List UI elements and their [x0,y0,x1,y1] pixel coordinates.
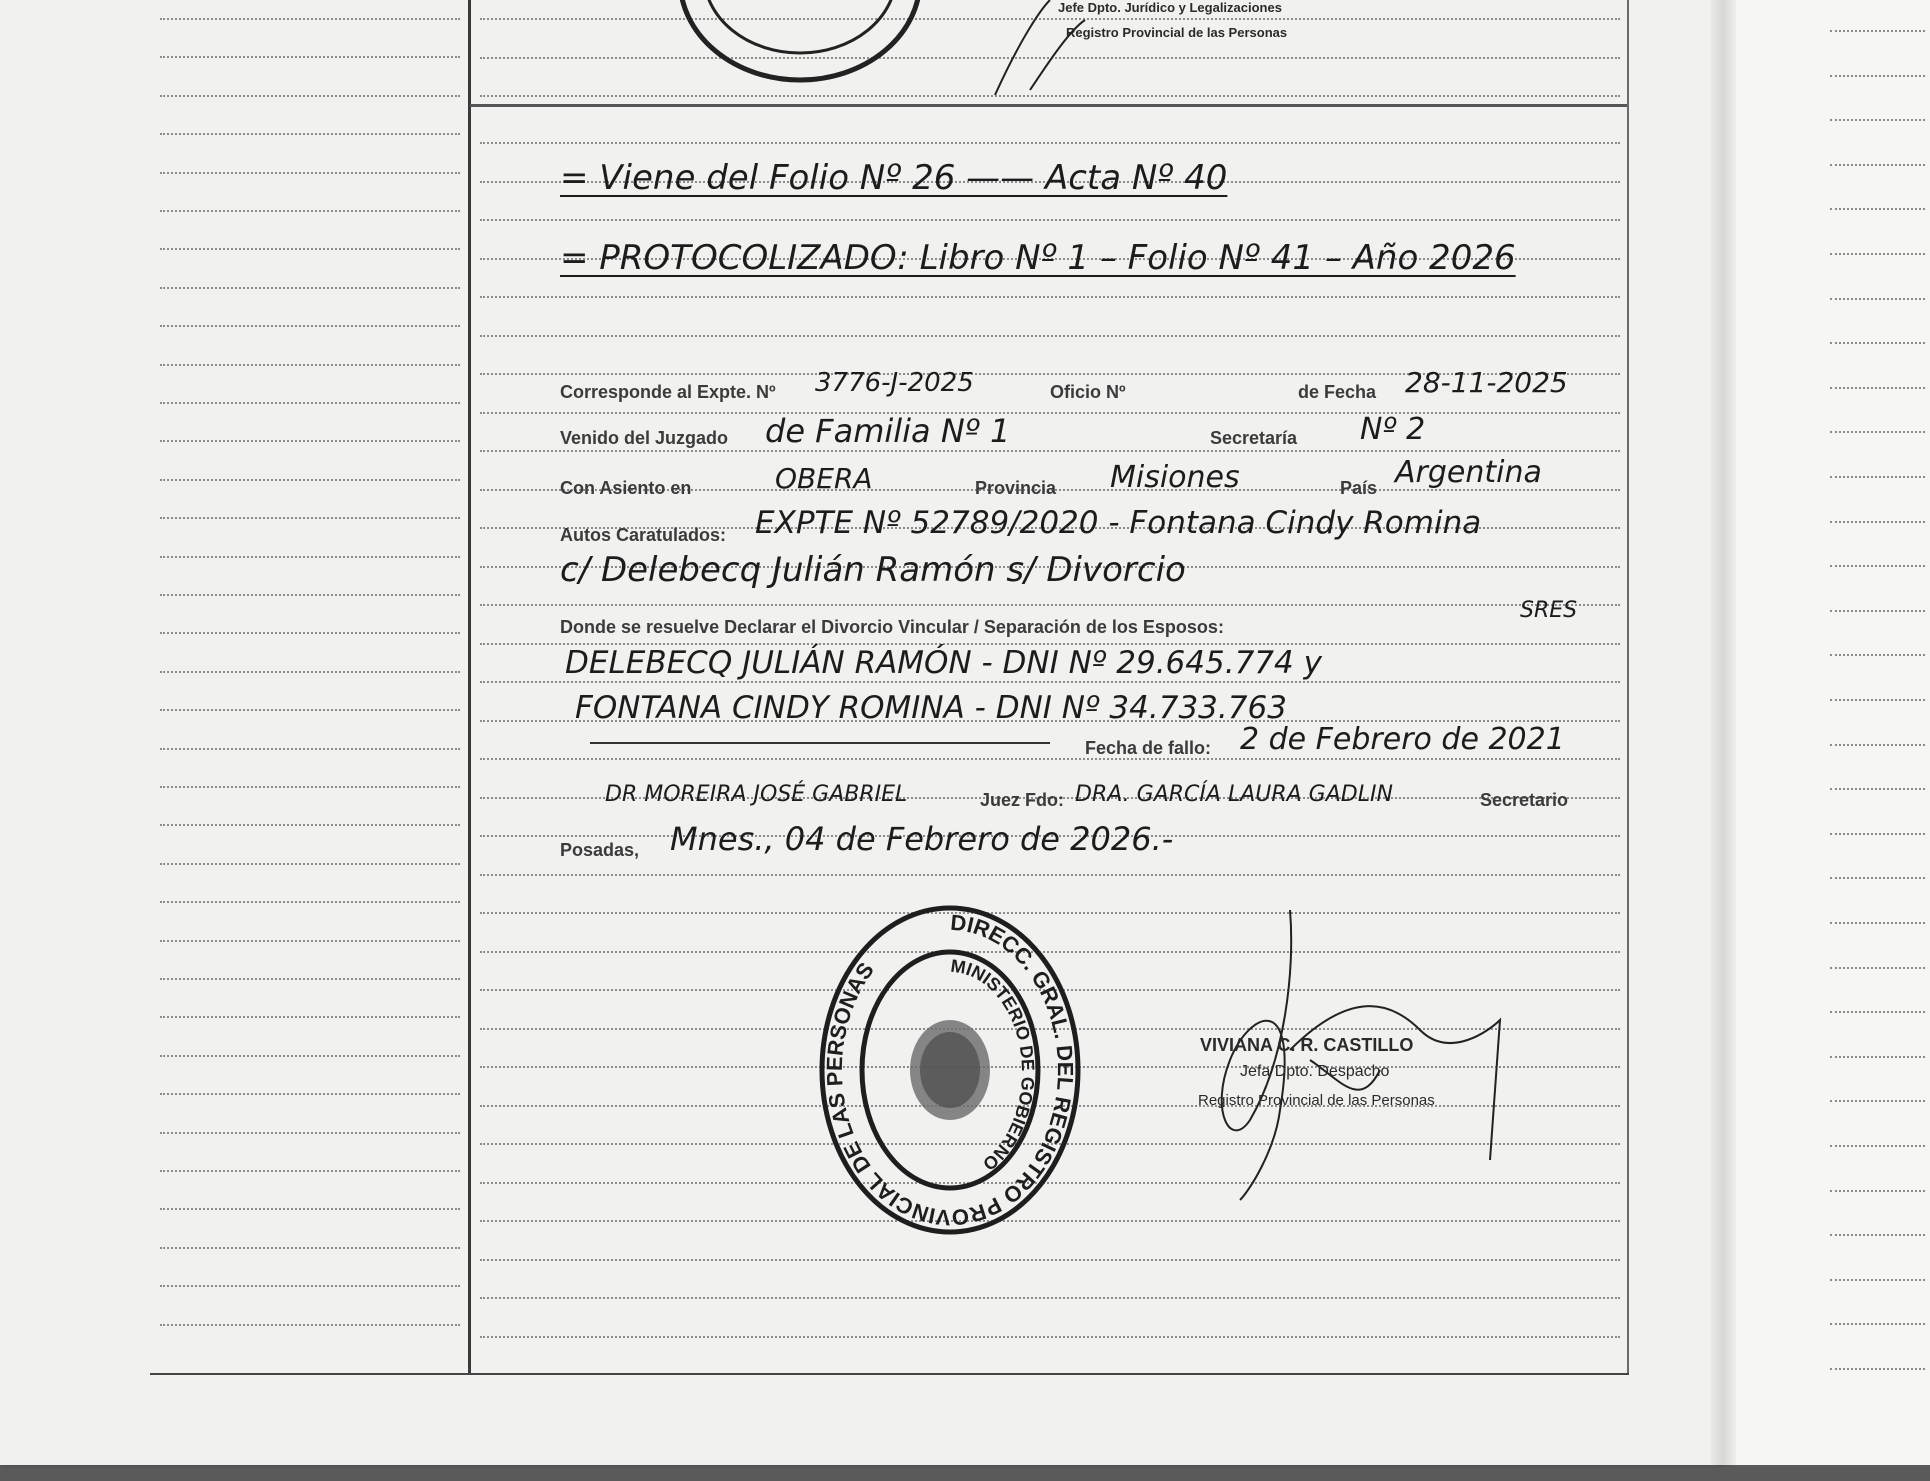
right-page-ruled-line [1830,1056,1925,1058]
margin-ruled-line [160,18,460,20]
margin-ruled-line [160,863,460,865]
right-page-ruled-line [1830,30,1925,32]
top-stamp-line1: Jefe Dpto. Jurídico y Legalizaciones [1058,0,1282,15]
right-page-ruled-line [1830,342,1925,344]
margin-ruled-line [160,479,460,481]
margin-ruled-line [160,594,460,596]
right-page-ruled-line [1830,1323,1925,1325]
autos-value-2: c/ Delebecq Julián Ramón s/ Divorcio [560,550,1186,590]
right-page-ruled-line [1830,922,1925,924]
body-ruled-line [480,604,1620,606]
margin-ruled-line [160,940,460,942]
margin-ruled-line [160,1016,460,1018]
body-ruled-line [480,335,1620,337]
margin-ruled-line [160,517,460,519]
right-page-ruled-line [1830,119,1925,121]
margin-ruled-line [160,1247,460,1249]
right-page-ruled-line [1830,788,1925,790]
autos-value-1: EXPTE Nº 52789/2020 - Fontana Cindy Romina [755,505,1482,541]
provincia-label: Provincia [975,478,1057,498]
margin-ruled-line [160,56,460,58]
margin-ruled-line [160,671,460,673]
registro-seal-icon [815,900,1085,1240]
right-page-ruled-line [1830,565,1925,567]
section-divider [470,104,1627,107]
margin-ruled-line [160,709,460,711]
castillo-role: Jefa Dpto. Despacho [1240,1063,1390,1080]
margin-ruled-line [160,556,460,558]
right-page-ruled-line [1830,1011,1925,1013]
body-ruled-line [480,1259,1620,1261]
margin-ruled-line [160,978,460,980]
body-ruled-line [480,219,1620,221]
right-page-ruled-line [1830,476,1925,478]
right-page-ruled-line [1830,1279,1925,1281]
body-ruled-line [480,758,1620,760]
top-stamp-line2: Registro Provincial de las Personas [1066,25,1288,40]
secretaria-label: Secretaría [1210,428,1298,448]
autos-label: Autos Caratulados: [560,525,727,545]
body-ruled-line [480,142,1620,144]
viene-line: = Viene del Folio Nº 26 —— Acta Nº 40 [560,158,1228,198]
right-page-ruled-line [1830,610,1925,612]
book-gutter [1710,0,1736,1465]
top-seal-icon [660,0,940,90]
oficio-label: Oficio Nº [1050,382,1126,402]
castillo-org: Registro Provincial de las Personas [1198,1092,1435,1109]
expte-value: 3776-J-2025 [815,368,974,398]
margin-ruled-line [160,1324,460,1326]
body-ruled-line [480,874,1620,876]
right-page-ruled-line [1830,208,1925,210]
margin-ruled-line [160,325,460,327]
right-page-ruled-line [1830,431,1925,433]
right-page-ruled-line [1830,1234,1925,1236]
right-page-ruled-line [1830,1100,1925,1102]
margin-ruled-line [160,1170,460,1172]
right-page-ruled-line [1830,1190,1925,1192]
right-page-ruled-line [1830,833,1925,835]
castillo-name: VIVIANA C. R. CASTILLO [1200,1035,1414,1055]
margin-ruled-line [160,172,460,174]
fecha-fallo-value: 2 de Febrero de 2021 [1240,722,1565,757]
body-ruled-line [480,296,1620,298]
margin-ruled-line [160,210,460,212]
right-page-ruled-line [1830,253,1925,255]
body-ruled-line [480,1297,1620,1299]
right-page-ruled-line [1830,298,1925,300]
secretaria-value: Nº 2 [1360,412,1426,447]
right-page-ruled-line [1830,1145,1925,1147]
seal-outer-text: DIRECC. GRAL. DEL REGISTRO PROVINCIAL DE LAS PERSONAS [821,909,1078,1231]
esposa-line: FONTANA CINDY ROMINA - DNI Nº 34.733.763 [575,690,1287,726]
right-page-ruled-line [1830,164,1925,166]
pais-label: País [1340,478,1378,498]
bottom-border [150,1373,1629,1375]
secretario-label: Secretario [1480,790,1569,810]
margin-ruled-line [160,95,460,97]
margin-ruled-line [160,287,460,289]
right-page-ruled-line [1830,699,1925,701]
posadas-label: Posadas, [560,840,640,860]
esposo-line: DELEBECQ JULIÁN RAMÓN - DNI Nº 29.645.774 y [565,645,1322,681]
right-page-ruled-line [1830,654,1925,656]
provincia-value: Misiones [1110,460,1240,495]
margin-ruled-line [160,440,460,442]
margin-ruled-line [160,748,460,750]
margin-ruled-line [160,1093,460,1095]
margin-ruled-line [160,786,460,788]
right-page-ruled-line [1830,967,1925,969]
posadas-value: Mnes., 04 de Febrero de 2026.- [670,820,1174,858]
juez-value: DR MOREIRA JOSÉ GABRIEL [605,782,908,807]
venido-label: Venido del Juzgado [560,428,729,448]
margin-rule [468,0,471,1373]
margin-ruled-line [160,364,460,366]
right-page-ruled-line [1830,75,1925,77]
asiento-value: OBERA [775,462,873,495]
juez-label: Juez Fdo: [980,790,1064,810]
right-page-ruled-line [1830,387,1925,389]
fallo-blank-line [590,742,1050,744]
top-signature-icon [990,0,1110,100]
margin-ruled-line [160,1055,460,1057]
margin-ruled-line [160,1132,460,1134]
body-ruled-line [480,681,1620,683]
resuelve-mark: SRES [1520,598,1578,623]
margin-ruled-line [160,133,460,135]
body-ruled-line [480,412,1620,414]
right-page-ruled-line [1830,1368,1925,1370]
pais-value: Argentina [1395,455,1542,490]
resuelve-label: Donde se resuelve Declarar el Divorcio Vincular / Separación de los Esposos: [560,617,1224,637]
right-page-ruled-line [1830,744,1925,746]
secretario-value: DRA. GARCÍA LAURA GADLIN [1075,782,1393,807]
margin-ruled-line [160,1208,460,1210]
body-ruled-line [480,1336,1620,1338]
right-page [1728,0,1930,1465]
margin-ruled-line [160,632,460,634]
margin-ruled-line [160,1285,460,1287]
protocolizado-line: = PROTOCOLIZADO: Libro Nº 1 – Folio Nº 41 – Año 2026 [560,238,1516,278]
fecha-fallo-label: Fecha de fallo: [1085,738,1212,758]
fecha-value: 28-11-2025 [1405,366,1568,399]
juzgado-value: de Familia Nº 1 [765,412,1011,450]
corresponde-label: Corresponde al Expte. Nº [560,382,776,402]
margin-ruled-line [160,402,460,404]
right-border [1627,0,1629,1375]
margin-ruled-line [160,824,460,826]
asiento-label: Con Asiento en [560,478,692,498]
margin-ruled-line [160,901,460,903]
seal-inner-text: MINISTERIO DE GOBIERNO [949,955,1039,1175]
fecha-label: de Fecha [1298,382,1377,402]
margin-ruled-line [160,248,460,250]
right-page-ruled-line [1830,877,1925,879]
castillo-signature-icon [1190,910,1520,1210]
right-page-ruled-line [1830,521,1925,523]
body-ruled-line [480,450,1620,452]
